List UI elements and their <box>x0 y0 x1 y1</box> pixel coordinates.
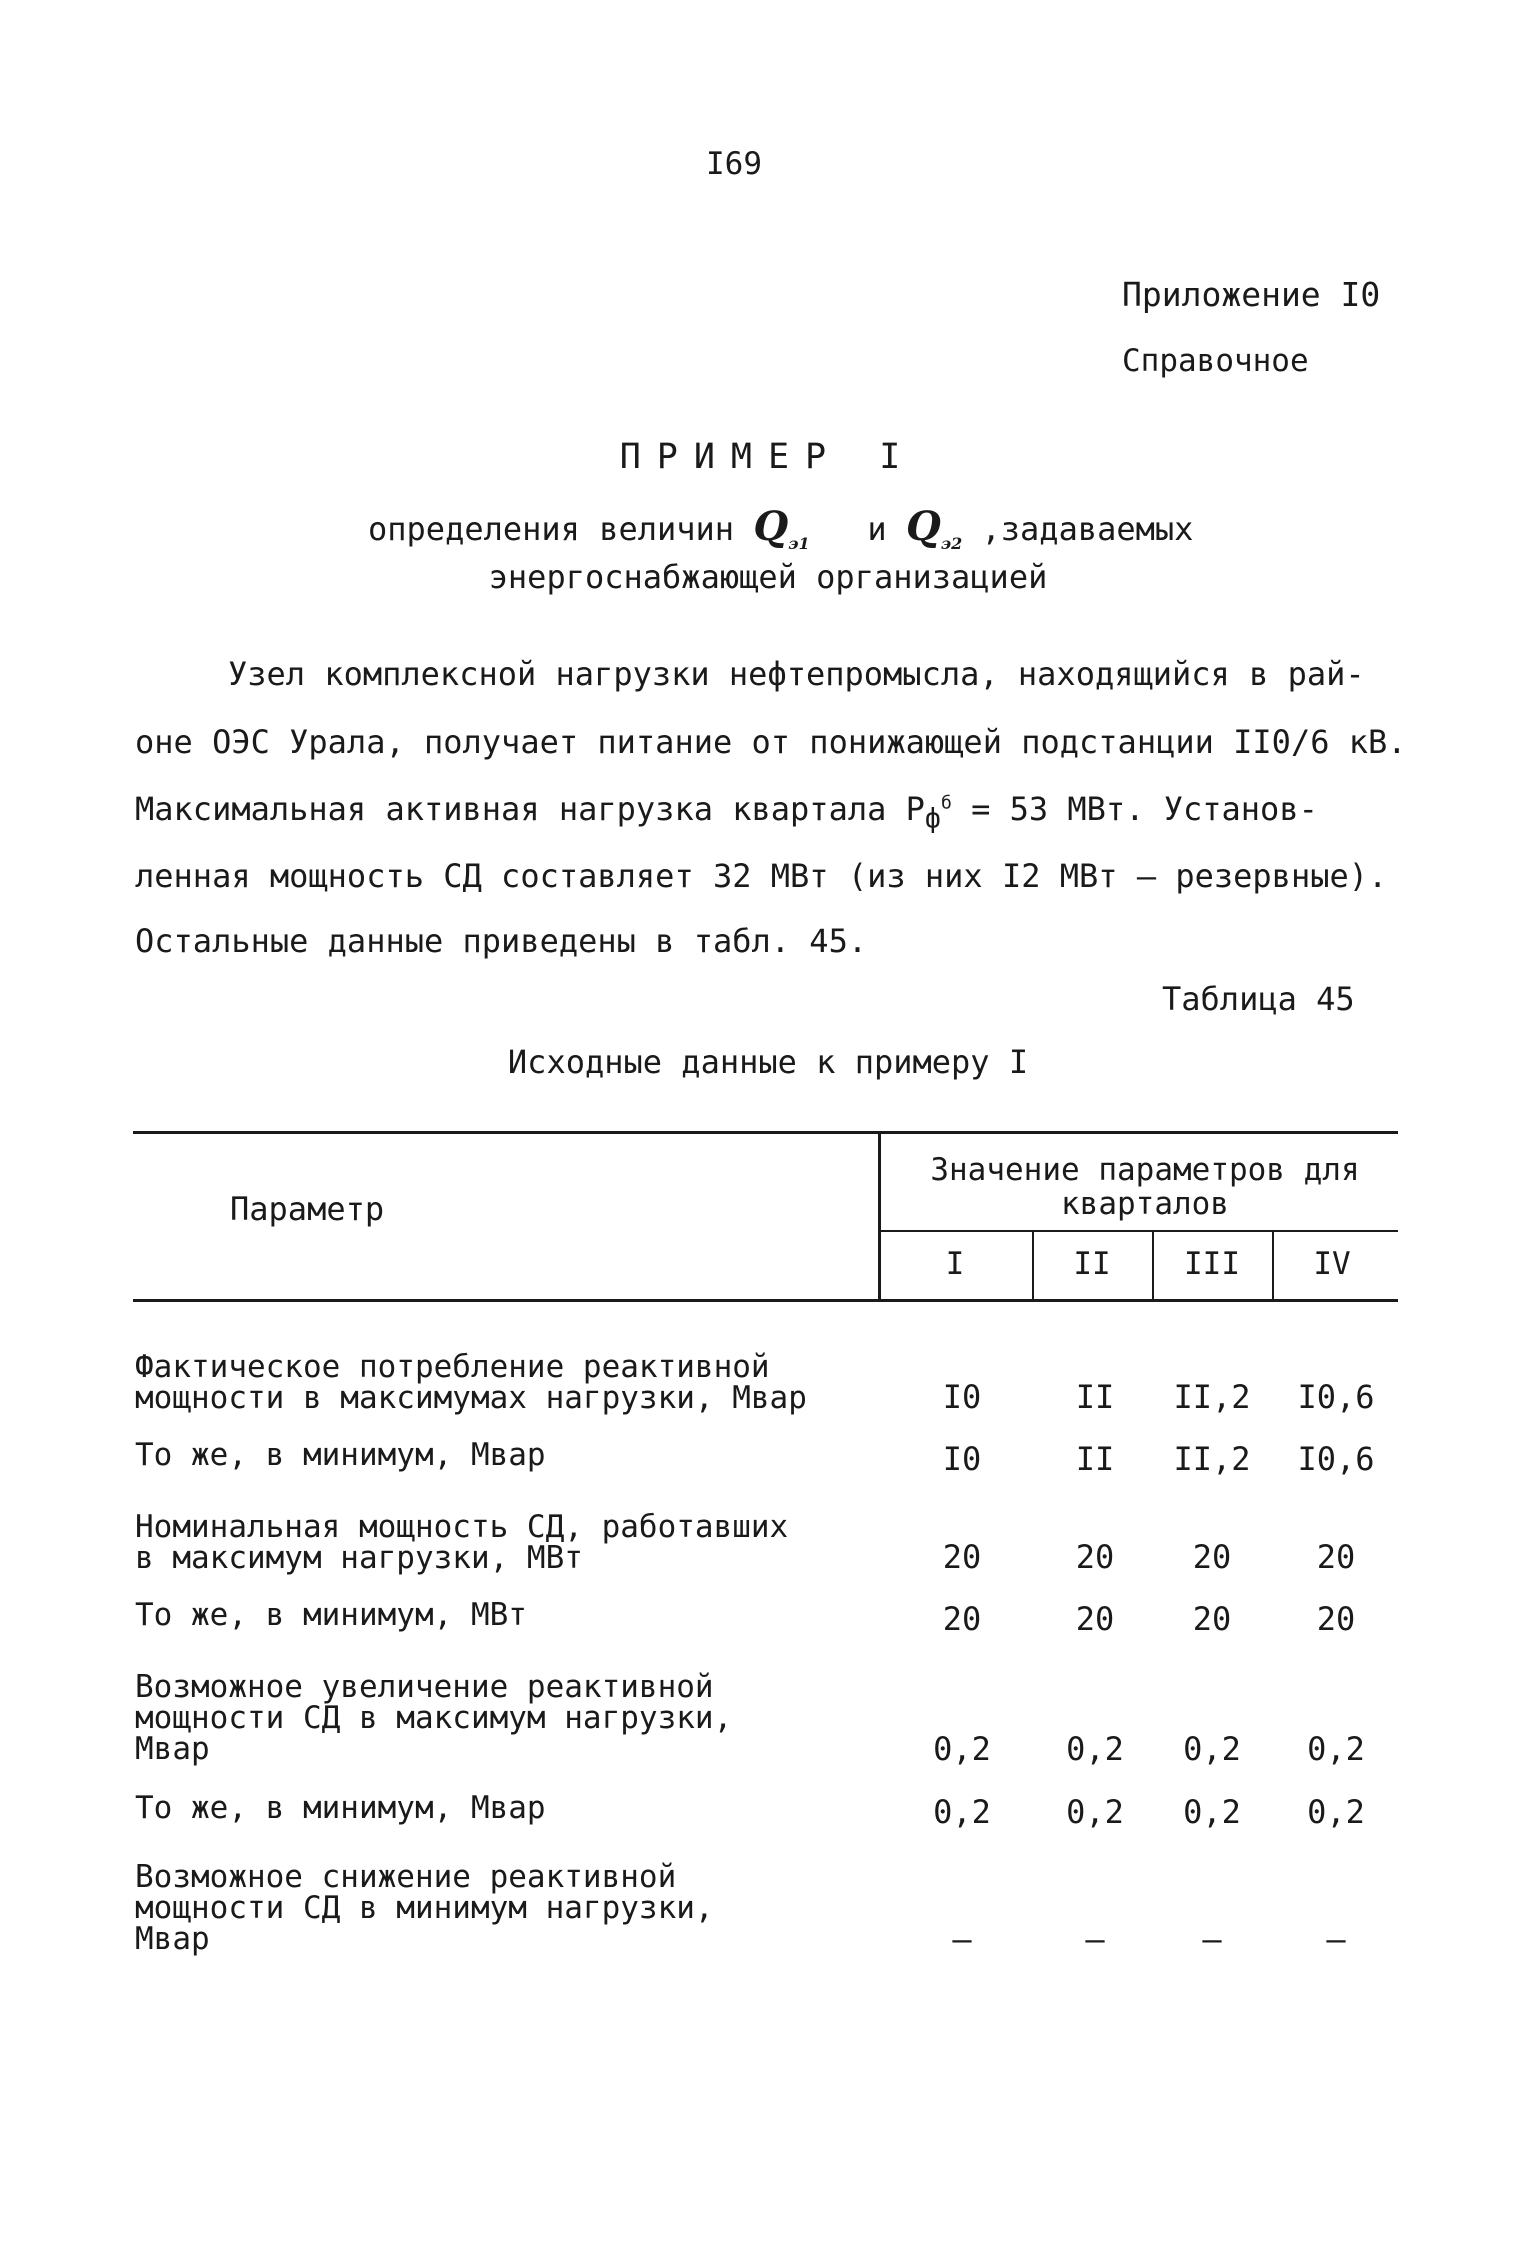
row-label: То же, в минимум, Мвар <box>135 1437 546 1473</box>
cell-q3: 0,2 <box>1183 1793 1241 1831</box>
paragraph-line-3-prefix: Максимальная активная нагрузка квартала Р <box>135 790 925 828</box>
cell-q2: 0,2 <box>1066 1793 1124 1831</box>
table-header-bottom-rule <box>133 1299 1398 1302</box>
cell-q1: 20 <box>942 1538 982 1576</box>
paragraph-line-3 <box>135 790 1318 834</box>
cell-q2: II <box>1075 1378 1115 1416</box>
cell-q1: – <box>952 1920 972 1958</box>
paragraph-line-2: оне ОЭС Урала, получает питание от понижающей подстанции II0/6 кВ. <box>135 723 1407 761</box>
cell-q2: 0,2 <box>1066 1730 1124 1768</box>
cell-q3: 20 <box>1192 1600 1232 1638</box>
subtitle-line-2: энергоснабжающей организацией <box>488 558 1048 596</box>
header-values: Значение параметров для кварталов <box>930 1152 1360 1222</box>
power-subscript: ф <box>924 803 941 835</box>
table-caption-title: Исходные данные к примеру I <box>507 1043 1029 1081</box>
q2-subscript: э2 <box>940 534 963 553</box>
quarter-header-4: IV <box>1313 1246 1351 1282</box>
cell-q1: 20 <box>942 1600 982 1638</box>
cell-q1: I0 <box>942 1440 982 1478</box>
cell-q4: I0,6 <box>1297 1440 1375 1478</box>
row-label: Номинальная мощность СД, работавших в максимум нагрузки, МВт <box>135 1509 789 1576</box>
cell-q4: – <box>1326 1920 1346 1958</box>
appendix-type: Справочное <box>1122 343 1309 379</box>
cell-q4: 0,2 <box>1307 1730 1365 1768</box>
row-label: То же, в минимум, Мвар <box>135 1790 546 1826</box>
paragraph-line-3-suffix: = 53 МВт. Установ- <box>951 790 1318 828</box>
subtitle-line-1 <box>368 503 1193 553</box>
power-superscript: б <box>940 792 952 814</box>
table-header-mid-rule <box>878 1230 1398 1232</box>
cell-q3: II,2 <box>1173 1440 1251 1478</box>
paragraph-line-4: ленная мощность СД составляет 32 МВт (из них I2 МВт – резервные). <box>135 857 1388 895</box>
cell-q2: 20 <box>1075 1600 1115 1638</box>
cell-q4: 20 <box>1316 1600 1356 1638</box>
cell-q3: II,2 <box>1173 1378 1251 1416</box>
row-label: То же, в минимум, МВт <box>135 1597 527 1633</box>
quarter-header-3: III <box>1184 1246 1240 1282</box>
subtitle-suffix: ,задаваемых <box>981 510 1194 548</box>
cell-q3: 0,2 <box>1183 1730 1241 1768</box>
row-label: Возможное увеличение реактивной мощности СД в максимум нагрузки, Мвар <box>135 1669 733 1767</box>
q1-symbol: $Q_{э1}$ <box>753 503 810 553</box>
cell-q3: 20 <box>1192 1538 1232 1576</box>
table-quarter-divider-3 <box>1272 1230 1274 1300</box>
cell-q1: 0,2 <box>933 1793 991 1831</box>
table-caption-number: Таблица 45 <box>1162 980 1355 1018</box>
header-parameter: Параметр <box>230 1190 385 1228</box>
row-label: Возможное снижение реактивной мощности СД в минимум нагрузки, Мвар <box>135 1859 714 1957</box>
paragraph-line-5: Остальные данные приведены в табл. 45. <box>135 922 868 960</box>
cell-q4: 20 <box>1316 1538 1356 1576</box>
subtitle-prefix: определения величин <box>368 510 735 548</box>
table-quarter-divider-2 <box>1152 1230 1154 1300</box>
paragraph-line-1: Узел комплексной нагрузки нефтепромысла, находящийся в рай- <box>228 655 1365 693</box>
q2-symbol: $Q_{э2}$ <box>905 503 963 553</box>
cell-q2: 20 <box>1075 1538 1115 1576</box>
appendix-label: Приложение I0 <box>1122 275 1381 314</box>
quarter-header-2: II <box>1073 1246 1111 1282</box>
table-quarter-divider-1 <box>1032 1230 1034 1300</box>
cell-q4: 0,2 <box>1307 1793 1365 1831</box>
example-title: ПРИМЕР I <box>619 437 917 477</box>
cell-q1: I0 <box>942 1378 982 1416</box>
cell-q2: II <box>1075 1440 1115 1478</box>
quarter-header-1: I <box>945 1246 965 1282</box>
table-top-rule <box>133 1131 1398 1134</box>
cell-q4: I0,6 <box>1297 1378 1375 1416</box>
cell-q3: – <box>1202 1920 1222 1958</box>
page-number: I69 <box>706 146 762 182</box>
cell-q1: 0,2 <box>933 1730 991 1768</box>
q1-subscript: э1 <box>788 534 810 553</box>
cell-q2: – <box>1085 1920 1105 1958</box>
subtitle-and: и <box>867 510 887 548</box>
row-label: Фактическое потребление реактивной мощности в максимумах нагрузки, Мвар <box>135 1349 807 1416</box>
